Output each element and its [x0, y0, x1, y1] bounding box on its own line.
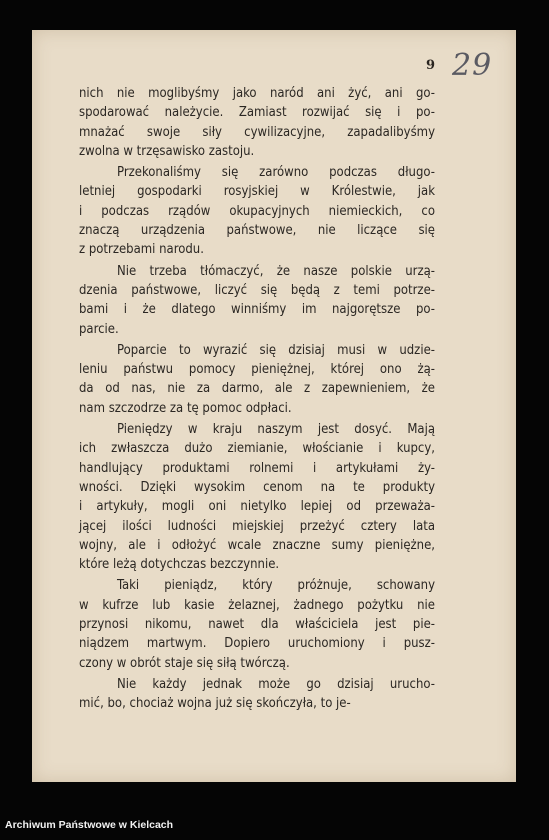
text-line: niądzem martwym. Dopiero uruchomiony i pusz-	[79, 636, 435, 652]
paragraph	[79, 576, 435, 672]
text-line: spodarować należycie. Zamiast rozwijać się i po-	[79, 105, 435, 121]
text-line: bami i że dlatego winniśmy im najgorętsze po-	[79, 302, 435, 318]
text-line: mić, bo, chociaż wojna już się skończyła, to je-	[79, 696, 351, 712]
paragraph	[79, 675, 435, 714]
document-page	[32, 30, 516, 782]
text-body	[79, 84, 435, 714]
paragraph	[79, 341, 435, 418]
text-line: znaczą urządzenia państwowe, nie liczące się	[79, 223, 435, 239]
text-line: które leżą dotychczas bezczynnie.	[79, 557, 280, 573]
text-line: Nie każdy jednak może go dzisiaj urucho-	[117, 676, 435, 692]
text-line: przynosi nikomu, nawet dla właściciela jest pie-	[79, 617, 435, 633]
text-line: Nie trzeba tłómaczyć, że nasze polskie urzą-	[117, 263, 435, 279]
text-line: Poparcie to wyrazić się dzisiaj musi w udzie-	[117, 342, 435, 358]
handwritten-page-number: 29	[452, 48, 493, 83]
paragraph	[79, 163, 435, 259]
text-line: nich nie moglibyśmy jako naród ani żyć, ani go-	[79, 86, 435, 101]
text-line: handlujący produktami rolnemi i artykułami ży-	[79, 460, 435, 476]
text-line: Taki pieniądz, który próżnuje, schowany	[117, 578, 435, 594]
paragraph	[79, 84, 435, 161]
text-line: parcie.	[79, 321, 119, 337]
text-line: czony w obrót staje się siłą twórczą.	[79, 655, 290, 671]
text-line: Przekonaliśmy się zarówno podczas długo-	[117, 165, 435, 181]
text-line: ich zwłaszcza dużo ziemianie, włościanie i kupcy,	[79, 441, 435, 457]
text-line: da od nas, nie za darmo, ale z zapewnieniem, że	[79, 381, 435, 397]
archive-footer-label: Archiwum Państwowe w Kielcach	[5, 819, 174, 831]
text-line: w kufrze lub kasie żelaznej, żadnego pożytku nie	[79, 597, 435, 613]
text-line: letniej gospodarki rosyjskiej w Królestwie, jak	[79, 184, 435, 200]
text-line: wności. Dzięki wysokim cenom na te produkty	[79, 479, 435, 495]
text-line: zwolna w trzęsawisko zastoju.	[79, 143, 255, 159]
text-line: mnażać swoje siły cywilizacyjne, zapadalibyśmy	[79, 124, 435, 140]
text-line: jącej ilości ludności miejskiej przeżyć cztery lata	[79, 518, 435, 534]
text-line: nam szczodrze za tę pomoc odpłaci.	[79, 400, 292, 416]
text-line: Pieniędzy w kraju naszym jest dosyć. Mają	[117, 422, 435, 438]
text-line: i artykuły, mogli oni nietylko lepiej od przeważa-	[79, 499, 435, 515]
text-line: z potrzebami narodu.	[79, 242, 204, 258]
page-number: 9	[426, 58, 436, 73]
paragraph	[79, 420, 435, 574]
text-line: leniu państwu pomocy pieniężnej, której ono żą-	[79, 362, 435, 378]
paragraph	[79, 262, 435, 339]
text-line: dzenia państwowe, liczyć się będą z temi potrze-	[79, 282, 435, 298]
text-line: wojny, ale i odłożyć wcale znaczne sumy pieniężne,	[79, 537, 435, 553]
text-line: i podczas rządów okupacyjnych niemieckich, co	[79, 203, 435, 219]
